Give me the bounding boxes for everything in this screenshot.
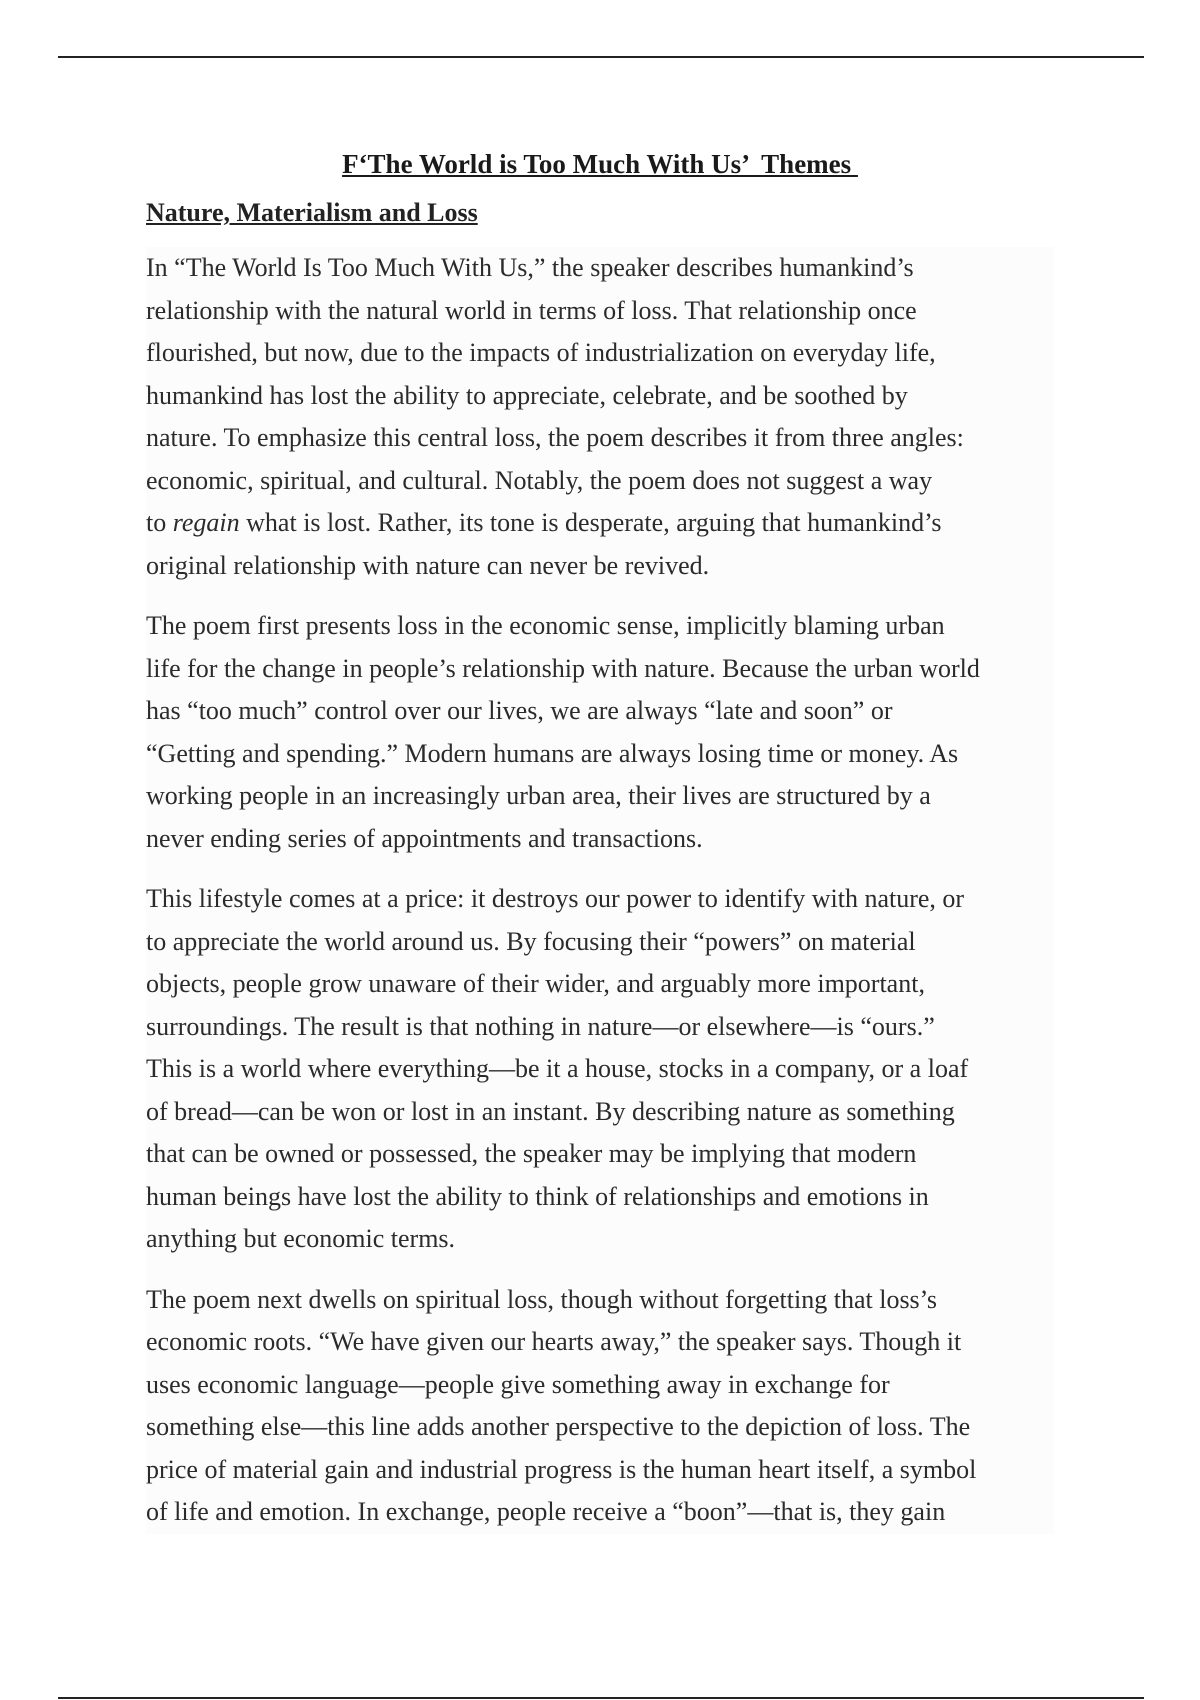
text-line [146,502,1054,545]
text-line: working people in an increasingly urban area, their lives are structured by a [146,781,931,810]
text-fragment: what is lost. Rather, its tone is desperate, arguing that humankind’s [239,508,942,537]
text-line: uses economic language—people give something away in exchange for [146,1369,890,1399]
paragraph-2 [146,605,1054,860]
text-line: humankind has lost the ability to appreciate, celebrate, and be soothed by [146,380,908,410]
text-line: human beings have lost the ability to think of relationships and emotions in [146,1181,929,1211]
text-line: objects, people grow unaware of their wider, and arguably more important, [146,969,925,998]
document-title: F‘The World is Too Much With Us’ Themes [342,149,858,179]
top-rule [58,56,1144,58]
paragraph-1 [146,247,1054,587]
text-line: original relationship with nature can never be revived. [146,550,710,580]
body-text [146,247,1054,1534]
text-line: of bread—can be won or lost in an instant. By describing nature as something [146,1096,955,1126]
text-line: economic roots. “We have given our hearts away,” the speaker says. Though it [146,1327,962,1356]
text-line: nature. To emphasize this central loss, the poem describes it from three angles: [146,423,964,452]
text-line: that can be owned or possessed, the speaker may be implying that modern [146,1139,917,1168]
text-line: This is a world where everything—be it a house, stocks in a company, or a loaf [146,1054,969,1083]
text-line: price of material gain and industrial progress is the human heart itself, a symbol [146,1454,977,1484]
text-line: This lifestyle comes at a price: it destroys our power to identify with nature, or [146,884,965,913]
text-line: relationship with the natural world in terms of loss. That relationship once [146,295,917,325]
text-line: surroundings. The result is that nothing in nature—or elsewhere—is “ours.” [146,1011,935,1041]
text-line: life for the change in people’s relationship with nature. Because the urban world [146,653,980,683]
text-line: never ending series of appointments and transactions. [146,823,703,853]
bottom-rule [58,1697,1144,1699]
text-line: economic, spiritual, and cultural. Notably, the poem does not suggest a way [146,465,933,495]
text-line: something else—this line adds another perspective to the depiction of loss. The [146,1412,971,1441]
section-heading: Nature, Materialism and Loss [146,198,478,227]
emphasis-regain: regain [172,508,240,537]
paragraph-4 [146,1279,1054,1534]
text-line: The poem first presents loss in the economic sense, implicitly blaming urban [146,611,945,640]
text-fragment: to [146,508,173,537]
text-line: anything but economic terms. [146,1224,456,1253]
text-line: to appreciate the world around us. By focusing their “powers” on material [146,926,916,956]
text-line: The poem next dwells on spiritual loss, though without forgetting that loss’s [146,1284,938,1314]
paragraph-3 [146,878,1054,1261]
text-line: “Getting and spending.” Modern humans are always losing time or money. As [146,738,959,768]
text-line: of life and emotion. In exchange, people receive a “boon”—that is, they gain [146,1497,946,1526]
text-line: has “too much” control over our lives, we are always “late and soon” or [146,696,893,725]
text-line: flourished, but now, due to the impacts of industrialization on everyday life, [146,338,936,367]
text-line: In “The World Is Too Much With Us,” the speaker describes humankind’s [146,253,914,282]
